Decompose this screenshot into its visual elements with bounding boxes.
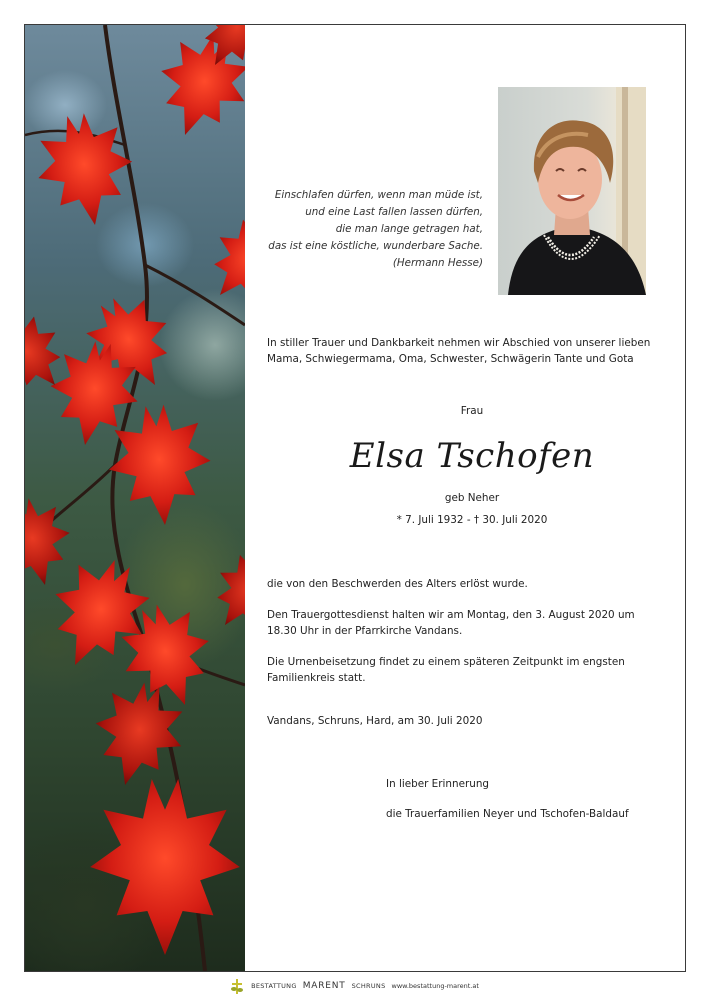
cross-leaf-icon <box>229 977 245 995</box>
quote-author: (Hermann Hesse) <box>392 257 483 269</box>
closing-families: die Trauerfamilien Neyer und Tschofen-Baldauf <box>386 808 629 820</box>
portrait-illustration <box>498 87 646 295</box>
footer-prefix: BESTATTUNG <box>251 982 297 990</box>
memorial-quote <box>261 187 483 272</box>
quote-line: Einschlafen dürfen, wenn man müde ist, <box>274 189 483 201</box>
urn-burial-line: Familienkreis statt. <box>267 672 366 684</box>
autumn-leaves-photo <box>25 25 245 971</box>
urn-burial-line: Die Urnenbeisetzung findet zu einem späteren Zeitpunkt im engsten <box>267 656 625 668</box>
footer-location: SCHRUNS <box>351 982 386 990</box>
intro-line: In stiller Trauer und Dankbarkeit nehmen wir Abschied von unserer lieben <box>267 337 651 349</box>
portrait-photo <box>498 87 646 295</box>
release-text: die von den Beschwerden des Alters erlöst wurde. <box>267 578 528 590</box>
intro-text <box>267 335 677 367</box>
quote-line: das ist eine köstliche, wunderbare Sache. <box>268 240 483 252</box>
salutation: Frau <box>460 405 484 417</box>
funeral-service-line: 18.30 Uhr in der Pfarrkirche Vandans. <box>267 625 463 637</box>
quote-line: und eine Last fallen lassen dürfen, <box>305 206 483 218</box>
maiden-name: geb Neher <box>444 492 500 504</box>
quote-line: die man lange getragen hat, <box>335 223 483 235</box>
funeral-service-text <box>267 607 677 639</box>
funeral-home-footer <box>0 974 708 998</box>
place-date-text: Vandans, Schruns, Hard, am 30. Juli 2020 <box>267 715 483 727</box>
deceased-name: Elsa Tschofen <box>349 436 595 476</box>
funeral-service-line: Den Trauergottesdienst halten wir am Montag, den 3. August 2020 um <box>267 609 635 621</box>
life-dates: * 7. Juli 1932 - † 30. Juli 2020 <box>396 514 548 526</box>
urn-burial-text <box>267 654 677 686</box>
obituary-card <box>24 24 686 972</box>
maple-leaves-illustration <box>25 25 245 971</box>
intro-line: Mama, Schwiegermama, Oma, Schwester, Schwägerin Tante und Gota <box>267 353 634 365</box>
footer-url[interactable]: www.bestattung-marent.at <box>391 982 479 990</box>
closing-remembrance: In lieber Erinnerung <box>386 778 490 790</box>
footer-brand: MARENT <box>302 981 346 991</box>
